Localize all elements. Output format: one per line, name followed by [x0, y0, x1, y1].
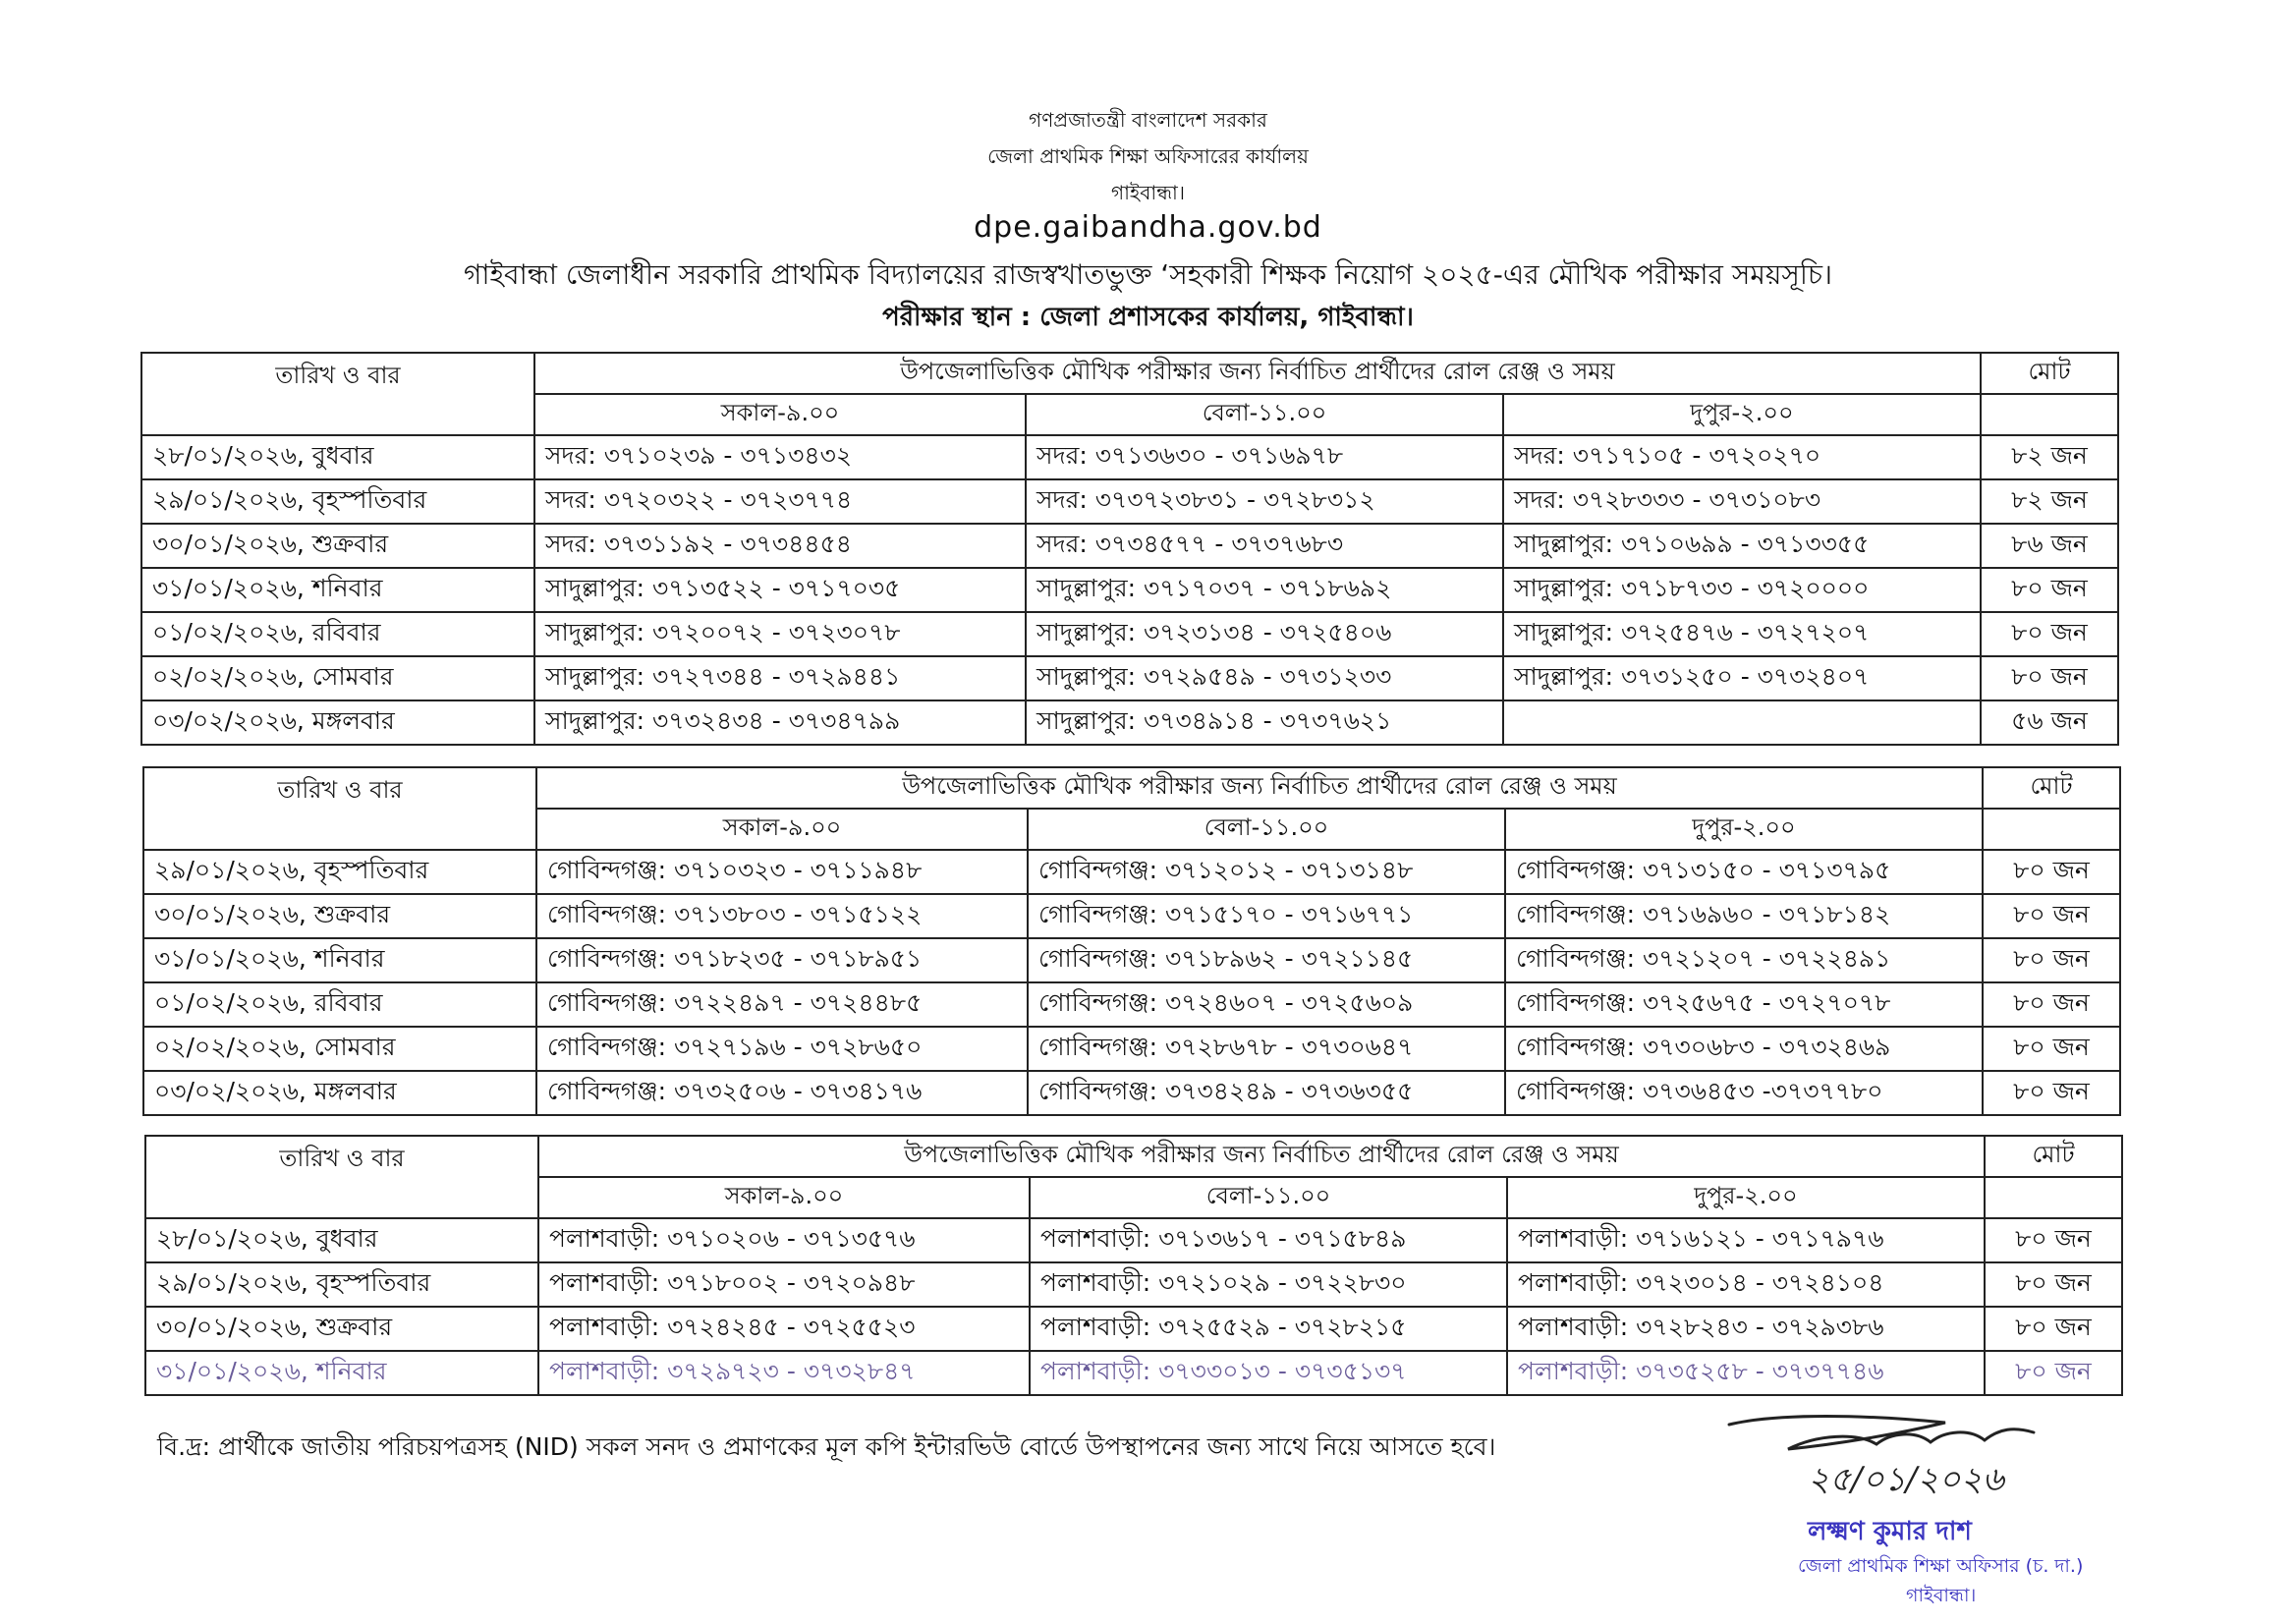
slot-morning-cell: গোবিন্দগঞ্জ: ৩৭১৩৮০৩ - ৩৭১৫১২২: [536, 894, 1028, 938]
table-row: [143, 938, 2120, 982]
header-date: তারিখ ও বার: [141, 353, 534, 435]
header-total-blank: [1983, 809, 2120, 850]
slot-afternoon-cell: পলাশবাড়ী: ৩৭১৬১২১ - ৩৭১৭৯৭৬: [1507, 1218, 1985, 1262]
total-cell: ৮৬ জন: [1981, 524, 2118, 568]
total-cell: ৮০ জন: [1985, 1351, 2122, 1395]
total-cell: ৮০ জন: [1983, 982, 2120, 1027]
total-cell: ৮০ জন: [1985, 1218, 2122, 1262]
slot-afternoon-cell: গোবিন্দগঞ্জ: ৩৭২১২০৭ - ৩৭২২৪৯১: [1505, 938, 1983, 982]
date-cell: ৩০/০১/২০২৬, শুক্রবার: [141, 524, 534, 568]
slot-morning-cell: পলাশবাড়ী: ৩৭২৪২৪৫ - ৩৭২৫৫২৩: [538, 1307, 1030, 1351]
slot-midday-cell: সাদুল্লাপুর: ৩৭২৩১৩৪ - ৩৭২৫৪০৬: [1026, 612, 1503, 656]
table-row: [141, 656, 2118, 700]
slot-midday-cell: পলাশবাড়ী: ৩৭১৩৬১৭ - ৩৭১৫৮৪৯: [1030, 1218, 1507, 1262]
date-cell: ২৮/০১/২০২৬, বুধবার: [145, 1218, 538, 1262]
table-row: [141, 524, 2118, 568]
slot-morning-cell: গোবিন্দগঞ্জ: ৩৭১৮২৩৫ - ৩৭১৮৯৫১: [536, 938, 1028, 982]
slot-morning-cell: সাদুল্লাপুর: ৩৭৩২৪৩৪ - ৩৭৩৪৭৯৯: [534, 700, 1026, 745]
slot-afternoon-cell: গোবিন্দগঞ্জ: ৩৭২৫৬৭৫ - ৩৭২৭০৭৮: [1505, 982, 1983, 1027]
header-slot-morning: সকাল-৯.০০: [538, 1177, 1030, 1218]
date-cell: ০২/০২/২০২৬, সোমবার: [141, 656, 534, 700]
slot-midday-cell: গোবিন্দগঞ্জ: ৩৭২৮৬৭৮ - ৩৭৩০৬৪৭: [1028, 1027, 1505, 1071]
header-total-blank: [1985, 1177, 2122, 1218]
header-website: dpe.gaibandha.gov.bd: [974, 210, 1322, 245]
table-row: [143, 1027, 2120, 1071]
header-slot-afternoon: দুপুর-২.০০: [1505, 809, 1983, 850]
slot-midday-cell: গোবিন্দগঞ্জ: ৩৭১৫১৭০ - ৩৭১৬৭৭১: [1028, 894, 1505, 938]
date-cell: ০২/০২/২০২৬, সোমবার: [143, 1027, 536, 1071]
slot-afternoon-cell: সাদুল্লাপুর: ৩৭১৮৭৩৩ - ৩৭২০০০০: [1503, 568, 1981, 612]
slot-morning-cell: পলাশবাড়ী: ৩৭১০২০৬ - ৩৭১৩৫৭৬: [538, 1218, 1030, 1262]
table-row: [143, 894, 2120, 938]
header-slot-midday: বেলা-১১.০০: [1026, 394, 1503, 435]
slot-midday-cell: গোবিন্দগঞ্জ: ৩৭২৪৬০৭ - ৩৭২৫৬০৯: [1028, 982, 1505, 1027]
table-row: [145, 1262, 2122, 1307]
total-cell: ৮২ জন: [1981, 479, 2118, 524]
slot-midday-cell: সদর: ৩৭৩৭২৩৮৩১ - ৩৭২৮৩১২: [1026, 479, 1503, 524]
officer-place: গাইবান্ধা।: [1906, 1585, 1977, 1606]
header-government: গণপ্রজাতন্ত্রী বাংলাদেশ সরকার: [1029, 108, 1267, 132]
slot-midday-cell: সাদুল্লাপুর: ৩৭৩৪৯১৪ - ৩৭৩৭৬২১: [1026, 700, 1503, 745]
slot-midday-cell: সদর: ৩৭৩৪৫৭৭ - ৩৭৩৭৬৮৩: [1026, 524, 1503, 568]
table-row: [145, 1351, 2122, 1395]
exam-venue: পরীক্ষার স্থান : জেলা প্রশাসকের কার্যালয়, গাইবান্ধা।: [882, 303, 1414, 332]
slot-afternoon-cell: সদর: ৩৭২৮৩৩৩ - ৩৭৩১০৮৩: [1503, 479, 1981, 524]
slot-afternoon-cell: সদর: ৩৭১৭১০৫ - ৩৭২০২৭০: [1503, 435, 1981, 479]
slot-afternoon-cell: পলাশবাড়ী: ৩৭৩৫২৫৮ - ৩৭৩৭৭৪৬: [1507, 1351, 1985, 1395]
header-district: গাইবান্ধা।: [1110, 181, 1186, 204]
slot-midday-cell: পলাশবাড়ী: ৩৭২১০২৯ - ৩৭২২৮৩০: [1030, 1262, 1507, 1307]
table-row: [141, 612, 2118, 656]
table-row: [143, 982, 2120, 1027]
total-cell: ৮২ জন: [1981, 435, 2118, 479]
slot-midday-cell: সদর: ৩৭১৩৬৩০ - ৩৭১৬৯৭৮: [1026, 435, 1503, 479]
officer-name: লক্ষ্মণ কুমার দাশ: [1808, 1517, 1972, 1546]
slot-afternoon-cell: গোবিন্দগঞ্জ: ৩৭৩০৬৮৩ - ৩৭৩২৪৬৯: [1505, 1027, 1983, 1071]
header-slot-afternoon: দুপুর-২.০০: [1503, 394, 1981, 435]
total-cell: ৮০ জন: [1985, 1262, 2122, 1307]
slot-morning-cell: সদর: ৩৭২০৩২২ - ৩৭২৩৭৭৪: [534, 479, 1026, 524]
slot-afternoon-cell: সাদুল্লাপুর: ৩৭১০৬৯৯ - ৩৭১৩৩৫৫: [1503, 524, 1981, 568]
date-cell: ০৩/০২/২০২৬, মঙ্গলবার: [143, 1071, 536, 1115]
slot-morning-cell: পলাশবাড়ী: ৩৭১৮০০২ - ৩৭২০৯৪৮: [538, 1262, 1030, 1307]
total-cell: ৮০ জন: [1983, 894, 2120, 938]
table-row: [145, 1307, 2122, 1351]
table-row: [143, 1071, 2120, 1115]
total-cell: ৮০ জন: [1981, 568, 2118, 612]
total-cell: ৮০ জন: [1983, 1027, 2120, 1071]
slot-morning-cell: গোবিন্দগঞ্জ: ৩৭১০৩২৩ - ৩৭১১৯৪৮: [536, 850, 1028, 894]
slot-afternoon-cell: গোবিন্দগঞ্জ: ৩৭১৬৯৬০ - ৩৭১৮১৪২: [1505, 894, 1983, 938]
header-total-blank: [1981, 394, 2118, 435]
date-cell: ২৯/০১/২০২৬, বৃহস্পতিবার: [145, 1262, 538, 1307]
slot-morning-cell: সদর: ৩৭১০২৩৯ - ৩৭১৩৪৩২: [534, 435, 1026, 479]
table-row: [141, 568, 2118, 612]
total-cell: ৫৬ জন: [1981, 700, 2118, 745]
header-total: মোট: [1981, 353, 2118, 394]
slot-afternoon-cell: [1503, 700, 1981, 745]
slot-morning-cell: পলাশবাড়ী: ৩৭২৯৭২৩ - ৩৭৩২৮৪৭: [538, 1351, 1030, 1395]
slot-midday-cell: গোবিন্দগঞ্জ: ৩৭১২০১২ - ৩৭১৩১৪৮: [1028, 850, 1505, 894]
date-cell: ০৩/০২/২০২৬, মঙ্গলবার: [141, 700, 534, 745]
table-row: [141, 435, 2118, 479]
schedule-table-palashbari: [144, 1135, 2123, 1396]
date-cell: ২৮/০১/২০২৬, বুধবার: [141, 435, 534, 479]
slot-midday-cell: পলাশবাড়ী: ৩৭২৫৫২৯ - ৩৭২৮২১৫: [1030, 1307, 1507, 1351]
date-cell: ৩১/০১/২০২৬, শনিবার: [145, 1351, 538, 1395]
table-row: [141, 479, 2118, 524]
date-cell: ৩১/০১/২০২৬, শনিবার: [141, 568, 534, 612]
slot-afternoon-cell: পলাশবাড়ী: ৩৭২৮২৪৩ - ৩৭২৯৩৮৬: [1507, 1307, 1985, 1351]
date-cell: ২৯/০১/২০২৬, বৃহস্পতিবার: [141, 479, 534, 524]
slot-midday-cell: সাদুল্লাপুর: ৩৭২৯৫৪৯ - ৩৭৩১২৩৩: [1026, 656, 1503, 700]
slot-morning-cell: সাদুল্লাপুর: ৩৭১৩৫২২ - ৩৭১৭০৩৫: [534, 568, 1026, 612]
slot-afternoon-cell: গোবিন্দগঞ্জ: ৩৭১৩১৫০ - ৩৭১৩৭৯৫: [1505, 850, 1983, 894]
header-slot-midday: বেলা-১১.০০: [1030, 1177, 1507, 1218]
officer-title: জেলা প্রাথমিক শিক্ষা অফিসার (চ. দা.): [1798, 1555, 2084, 1577]
header-date: তারিখ ও বার: [145, 1136, 538, 1218]
header-date: তারিখ ও বার: [143, 767, 536, 850]
slot-morning-cell: সাদুল্লাপুর: ৩৭২০০৭২ - ৩৭২৩০৭৮: [534, 612, 1026, 656]
slot-afternoon-cell: সাদুল্লাপুর: ৩৭২৫৪৭৬ - ৩৭২৭২০৭: [1503, 612, 1981, 656]
header-slot-midday: বেলা-১১.০০: [1028, 809, 1505, 850]
date-cell: ৩১/০১/২০২৬, শনিবার: [143, 938, 536, 982]
table-row: [143, 850, 2120, 894]
date-cell: ২৯/০১/২০২৬, বৃহস্পতিবার: [143, 850, 536, 894]
slot-afternoon-cell: সাদুল্লাপুর: ৩৭৩১২৫০ - ৩৭৩২৪০৭: [1503, 656, 1981, 700]
footnote: বি.দ্র: প্রার্থীকে জাতীয় পরিচয়পত্রসহ (NID) সকল সনদ ও প্রমাণকের মূল কপি ইন্টারভিউ বোর্ডে উপস্থাপনের জন্য সাথে নিয়ে আসতে হবে।: [157, 1432, 1496, 1461]
slot-afternoon-cell: গোবিন্দগঞ্জ: ৩৭৩৬৪৫৩ -৩৭৩৭৭৮০: [1505, 1071, 1983, 1115]
slot-morning-cell: গোবিন্দগঞ্জ: ৩৭২৭১৯৬ - ৩৭২৮৬৫০: [536, 1027, 1028, 1071]
total-cell: ৮০ জন: [1981, 612, 2118, 656]
schedule-table-gobindaganj: [142, 766, 2121, 1116]
slot-morning-cell: সদর: ৩৭৩১১৯২ - ৩৭৩৪৪৫৪: [534, 524, 1026, 568]
slot-midday-cell: সাদুল্লাপুর: ৩৭১৭০৩৭ - ৩৭১৮৬৯২: [1026, 568, 1503, 612]
slot-morning-cell: গোবিন্দগঞ্জ: ৩৭২২৪৯৭ - ৩৭২৪৪৮৫: [536, 982, 1028, 1027]
schedule-table-sadar-sadullapur: [140, 352, 2119, 746]
header-slot-morning: সকাল-৯.০০: [536, 809, 1028, 850]
signature-block: [1700, 1405, 2112, 1621]
slot-afternoon-cell: পলাশবাড়ী: ৩৭২৩০১৪ - ৩৭২৪১০৪: [1507, 1262, 1985, 1307]
signature-date: ২৫/০১/২০২৬: [1808, 1460, 2004, 1499]
slot-morning-cell: সাদুল্লাপুর: ৩৭২৭৩৪৪ - ৩৭২৯৪৪১: [534, 656, 1026, 700]
total-cell: ৮০ জন: [1983, 850, 2120, 894]
date-cell: ৩০/০১/২০২৬, শুক্রবার: [143, 894, 536, 938]
document-subject: গাইবান্ধা জেলাধীন সরকারি প্রাথমিক বিদ্যালয়ের রাজস্বখাতভুক্ত ‘সহকারী শিক্ষক নিয়োগ ২০২৫-এর মৌখিক পরীক্ষার সময়সূচি।: [463, 258, 1832, 291]
header-roll-range: উপজেলাভিত্তিক মৌখিক পরীক্ষার জন্য নির্বাচিত প্রার্থীদের রোল রেঞ্জ ও সময়: [538, 1136, 1985, 1177]
slot-midday-cell: গোবিন্দগঞ্জ: ৩৭১৮৯৬২ - ৩৭২১১৪৫: [1028, 938, 1505, 982]
total-cell: ৮০ জন: [1981, 656, 2118, 700]
table-row: [141, 700, 2118, 745]
header-slot-morning: সকাল-৯.০০: [534, 394, 1026, 435]
header-roll-range: উপজেলাভিত্তিক মৌখিক পরীক্ষার জন্য নির্বাচিত প্রার্থীদের রোল রেঞ্জ ও সময়: [536, 767, 1983, 809]
slot-morning-cell: গোবিন্দগঞ্জ: ৩৭৩২৫০৬ - ৩৭৩৪১৭৬: [536, 1071, 1028, 1115]
total-cell: ৮০ জন: [1983, 1071, 2120, 1115]
total-cell: ৮০ জন: [1985, 1307, 2122, 1351]
header-total: মোট: [1985, 1136, 2122, 1177]
total-cell: ৮০ জন: [1983, 938, 2120, 982]
slot-midday-cell: গোবিন্দগঞ্জ: ৩৭৩৪২৪৯ - ৩৭৩৬৩৫৫: [1028, 1071, 1505, 1115]
header-slot-afternoon: দুপুর-২.০০: [1507, 1177, 1985, 1218]
table-row: [145, 1218, 2122, 1262]
header-total: মোট: [1983, 767, 2120, 809]
header-office: জেলা প্রাথমিক শিক্ষা অফিসারের কার্যালয়: [987, 144, 1309, 168]
date-cell: ০১/০২/২০২৬, রবিবার: [141, 612, 534, 656]
slot-midday-cell: পলাশবাড়ী: ৩৭৩৩০১৩ - ৩৭৩৫১৩৭: [1030, 1351, 1507, 1395]
header-roll-range: উপজেলাভিত্তিক মৌখিক পরীক্ষার জন্য নির্বাচিত প্রার্থীদের রোল রেঞ্জ ও সময়: [534, 353, 1981, 394]
date-cell: ০১/০২/২০২৬, রবিবার: [143, 982, 536, 1027]
date-cell: ৩০/০১/২০২৬, শুক্রবার: [145, 1307, 538, 1351]
